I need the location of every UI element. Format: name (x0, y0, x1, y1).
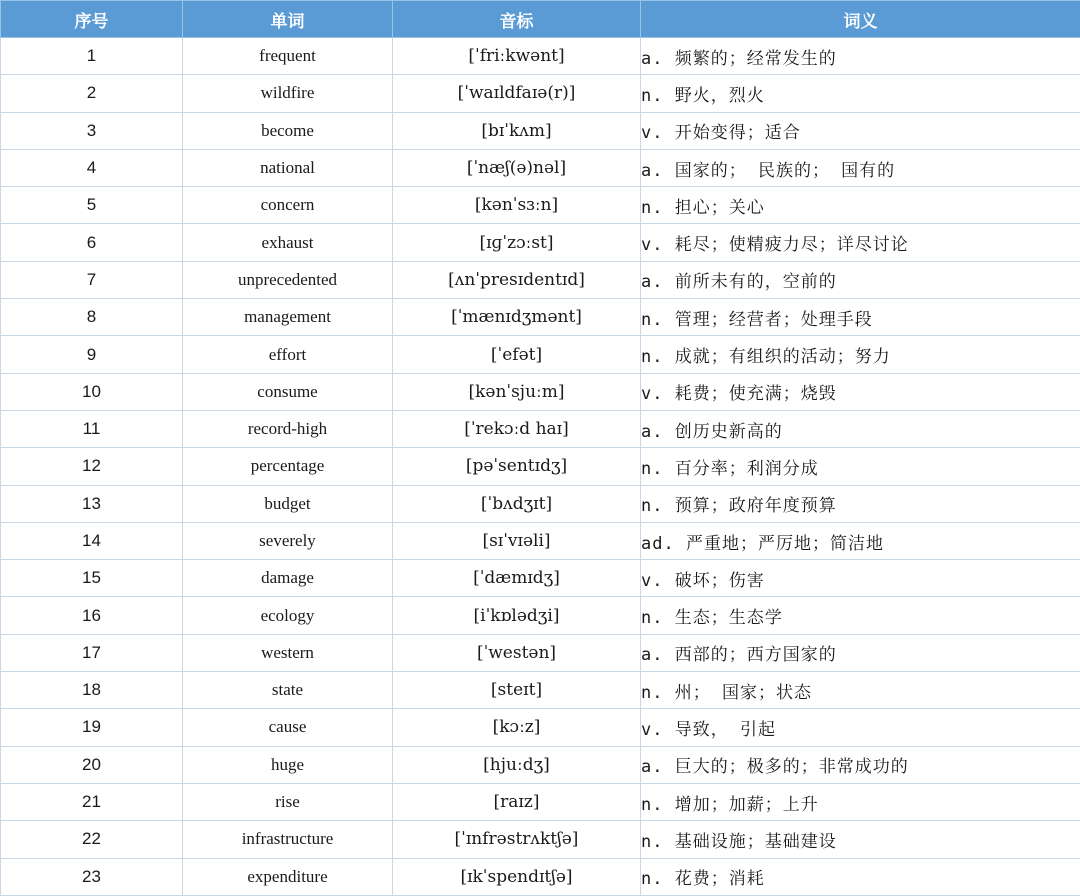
row-number: 16 (1, 597, 183, 634)
row-word: unprecedented (183, 261, 393, 298)
row-meaning: n. 野火，烈火 (641, 75, 1080, 112)
table-row (1, 373, 1080, 410)
row-word: ecology (183, 597, 393, 634)
row-number: 4 (1, 149, 183, 186)
row-word: record-high (183, 410, 393, 447)
row-meaning: n. 生态；生态学 (641, 597, 1080, 634)
row-word: management (183, 299, 393, 336)
row-phonetic: [ɪkˈspendɪtʃə] (393, 858, 641, 895)
row-number: 14 (1, 522, 183, 559)
table-row (1, 634, 1080, 671)
table-body (1, 38, 1080, 896)
row-phonetic: [ˈwaɪldfaɪə(r)] (393, 75, 641, 112)
row-word: consume (183, 373, 393, 410)
row-phonetic: [ʌnˈpresɪdentɪd] (393, 261, 641, 298)
row-word: wildfire (183, 75, 393, 112)
row-word: cause (183, 709, 393, 746)
row-phonetic: [steɪt] (393, 672, 641, 709)
row-phonetic: [ɪɡˈzɔːst] (393, 224, 641, 261)
row-phonetic: [sɪˈvɪəli] (393, 522, 641, 559)
table-row (1, 261, 1080, 298)
row-number: 22 (1, 821, 183, 858)
row-number: 23 (1, 858, 183, 895)
row-phonetic: [pəˈsentɪdʒ] (393, 448, 641, 485)
table-row (1, 187, 1080, 224)
row-number: 15 (1, 560, 183, 597)
row-number: 10 (1, 373, 183, 410)
row-meaning: n. 百分率；利润分成 (641, 448, 1080, 485)
row-phonetic: [kənˈsjuːm] (393, 373, 641, 410)
row-word: budget (183, 485, 393, 522)
row-meaning: n. 花费；消耗 (641, 858, 1080, 895)
row-word: rise (183, 783, 393, 820)
row-number: 6 (1, 224, 183, 261)
row-meaning: v. 耗尽；使精疲力尽；详尽讨论 (641, 224, 1080, 261)
row-number: 13 (1, 485, 183, 522)
row-phonetic: [raɪz] (393, 783, 641, 820)
row-word: damage (183, 560, 393, 597)
row-number: 17 (1, 634, 183, 671)
row-number: 7 (1, 261, 183, 298)
table-row (1, 299, 1080, 336)
row-meaning: v. 开始变得；适合 (641, 112, 1080, 149)
row-meaning: a. 创历史新高的 (641, 410, 1080, 447)
row-number: 21 (1, 783, 183, 820)
table-row (1, 75, 1080, 112)
row-meaning: a. 巨大的；极多的；非常成功的 (641, 746, 1080, 783)
header-word: 单词 (183, 1, 393, 38)
row-meaning: n. 基础设施；基础建设 (641, 821, 1080, 858)
row-meaning: v. 耗费；使充满；烧毁 (641, 373, 1080, 410)
table-row (1, 709, 1080, 746)
row-phonetic: [ˈdæmɪdʒ] (393, 560, 641, 597)
row-meaning: n. 州； 国家；状态 (641, 672, 1080, 709)
row-word: concern (183, 187, 393, 224)
row-word: national (183, 149, 393, 186)
table-row (1, 522, 1080, 559)
row-number: 3 (1, 112, 183, 149)
row-word: become (183, 112, 393, 149)
table-row (1, 149, 1080, 186)
table-header (1, 1, 1080, 38)
row-number: 1 (1, 38, 183, 75)
table-row (1, 485, 1080, 522)
table-row (1, 410, 1080, 447)
row-phonetic: [ˈmænɪdʒmənt] (393, 299, 641, 336)
row-meaning: v. 导致， 引起 (641, 709, 1080, 746)
table-row (1, 448, 1080, 485)
table-row (1, 858, 1080, 895)
table-row (1, 224, 1080, 261)
row-word: expenditure (183, 858, 393, 895)
row-phonetic: [ˈefət] (393, 336, 641, 373)
row-word: severely (183, 522, 393, 559)
row-phonetic: [ˈnæʃ(ə)nəl] (393, 149, 641, 186)
row-word: effort (183, 336, 393, 373)
table-row (1, 821, 1080, 858)
row-word: infrastructure (183, 821, 393, 858)
row-number: 2 (1, 75, 183, 112)
table-row (1, 112, 1080, 149)
row-word: exhaust (183, 224, 393, 261)
header-phonetic: 音标 (393, 1, 641, 38)
table-row (1, 38, 1080, 75)
row-phonetic: [kənˈsɜːn] (393, 187, 641, 224)
row-phonetic: [iˈkɒlədʒi] (393, 597, 641, 634)
row-meaning: n. 成就；有组织的活动；努力 (641, 336, 1080, 373)
row-number: 19 (1, 709, 183, 746)
row-number: 11 (1, 410, 183, 447)
row-number: 5 (1, 187, 183, 224)
row-word: state (183, 672, 393, 709)
row-meaning: a. 西部的；西方国家的 (641, 634, 1080, 671)
row-meaning: n. 管理；经营者；处理手段 (641, 299, 1080, 336)
row-meaning: v. 破坏；伤害 (641, 560, 1080, 597)
row-meaning: n. 增加；加薪；上升 (641, 783, 1080, 820)
table-row (1, 746, 1080, 783)
row-phonetic: [ˈwestən] (393, 634, 641, 671)
row-meaning: a. 国家的； 民族的； 国有的 (641, 149, 1080, 186)
row-word: percentage (183, 448, 393, 485)
table-row (1, 672, 1080, 709)
header-row (1, 1, 1080, 38)
row-phonetic: [kɔːz] (393, 709, 641, 746)
row-word: frequent (183, 38, 393, 75)
row-meaning: a. 频繁的；经常发生的 (641, 38, 1080, 75)
row-number: 8 (1, 299, 183, 336)
row-number: 18 (1, 672, 183, 709)
table-row (1, 560, 1080, 597)
row-meaning: a. 前所未有的，空前的 (641, 261, 1080, 298)
row-number: 9 (1, 336, 183, 373)
header-index: 序号 (1, 1, 183, 38)
table-row (1, 597, 1080, 634)
row-word: western (183, 634, 393, 671)
row-number: 12 (1, 448, 183, 485)
row-phonetic: [ˈfriːkwənt] (393, 38, 641, 75)
header-meaning: 词义 (641, 1, 1080, 38)
row-phonetic: [hjuːdʒ] (393, 746, 641, 783)
table-row (1, 783, 1080, 820)
row-number: 20 (1, 746, 183, 783)
row-meaning: ad. 严重地；严厉地；简洁地 (641, 522, 1080, 559)
row-phonetic: [ˈɪnfrəstrʌktʃə] (393, 821, 641, 858)
row-word: huge (183, 746, 393, 783)
row-meaning: n. 预算；政府年度预算 (641, 485, 1080, 522)
row-phonetic: [bɪˈkʌm] (393, 112, 641, 149)
table-row (1, 336, 1080, 373)
row-phonetic: [ˈrekɔːd haɪ] (393, 410, 641, 447)
row-meaning: n. 担心；关心 (641, 187, 1080, 224)
row-phonetic: [ˈbʌdʒɪt] (393, 485, 641, 522)
